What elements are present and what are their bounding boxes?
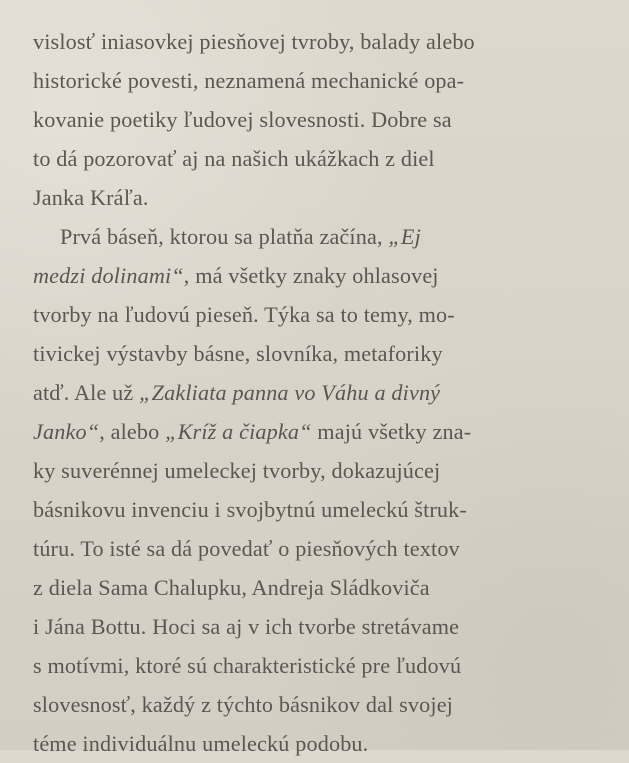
text-line [33, 256, 596, 295]
text-line [33, 568, 596, 607]
text-run: s motívmi, ktoré sú charakteristické pre ľudovú [33, 653, 462, 678]
text-run: slovesnosť, každý z týchto básnikov dal svojej [33, 692, 454, 717]
italic-text: medzi dolinami“ [33, 263, 184, 288]
text-line [33, 529, 596, 568]
text-line [33, 61, 596, 100]
text-run: to dá pozorovať aj na našich ukážkach z diel [33, 146, 435, 171]
text-line [33, 178, 596, 217]
italic-text: „Kríž a čiapka“ [165, 419, 312, 444]
text-run: , má všetky znaky ohlasovej [183, 263, 439, 288]
text-line [33, 373, 596, 412]
text-run: majú všetky zna- [311, 419, 472, 444]
text-run: kovanie poetiky ľudovej slovesnosti. Dobre sa [33, 107, 452, 132]
text-run: tivickej výstavby básne, slovníka, metaforiky [33, 341, 443, 366]
text-run: i Jána Bottu. Hoci sa aj v ich tvorbe stretávame [33, 614, 460, 639]
text-run: téme individuálnu umeleckú podobu. [33, 731, 369, 756]
text-line [33, 100, 596, 139]
text-line [33, 139, 596, 178]
text-line [33, 646, 596, 685]
text-run: ky suverénnej umeleckej tvorby, dokazujúcej [33, 458, 441, 483]
text-line [33, 217, 596, 256]
text-run: básnikovu invenciu i svojbytnú umeleckú štruk- [33, 497, 467, 522]
italic-text: „Zakliata panna vo Váhu a divný [139, 380, 441, 405]
text-line [33, 412, 596, 451]
italic-text: Janko“ [33, 419, 100, 444]
text-run: Prvá báseň, ktorou sa platňa začína, [60, 224, 389, 249]
text-run: historické povesti, neznamená mechanické opa- [33, 68, 465, 93]
italic-text: „Ej [388, 224, 421, 249]
text-run: z diela Sama Chalupku, Andreja Sládkoviča [33, 575, 430, 600]
text-run: tvorby na ľudovú pieseň. Týka sa to temy, mo- [33, 302, 455, 327]
text-run: Janka Kráľa. [33, 185, 149, 210]
text-run: túru. To isté sa dá povedať o piesňových textov [33, 536, 460, 561]
text-line [33, 22, 596, 61]
text-line [33, 724, 596, 763]
text-line [33, 451, 596, 490]
text-line [33, 295, 596, 334]
text-run: atď. Ale už [33, 380, 140, 405]
body-text [33, 22, 596, 763]
text-run: vislosť iniasovkej piesňovej tvroby, balady alebo [33, 29, 475, 54]
text-run: , alebo [99, 419, 166, 444]
text-line [33, 685, 596, 724]
text-line [33, 490, 596, 529]
text-line [33, 334, 596, 373]
text-line [33, 607, 596, 646]
